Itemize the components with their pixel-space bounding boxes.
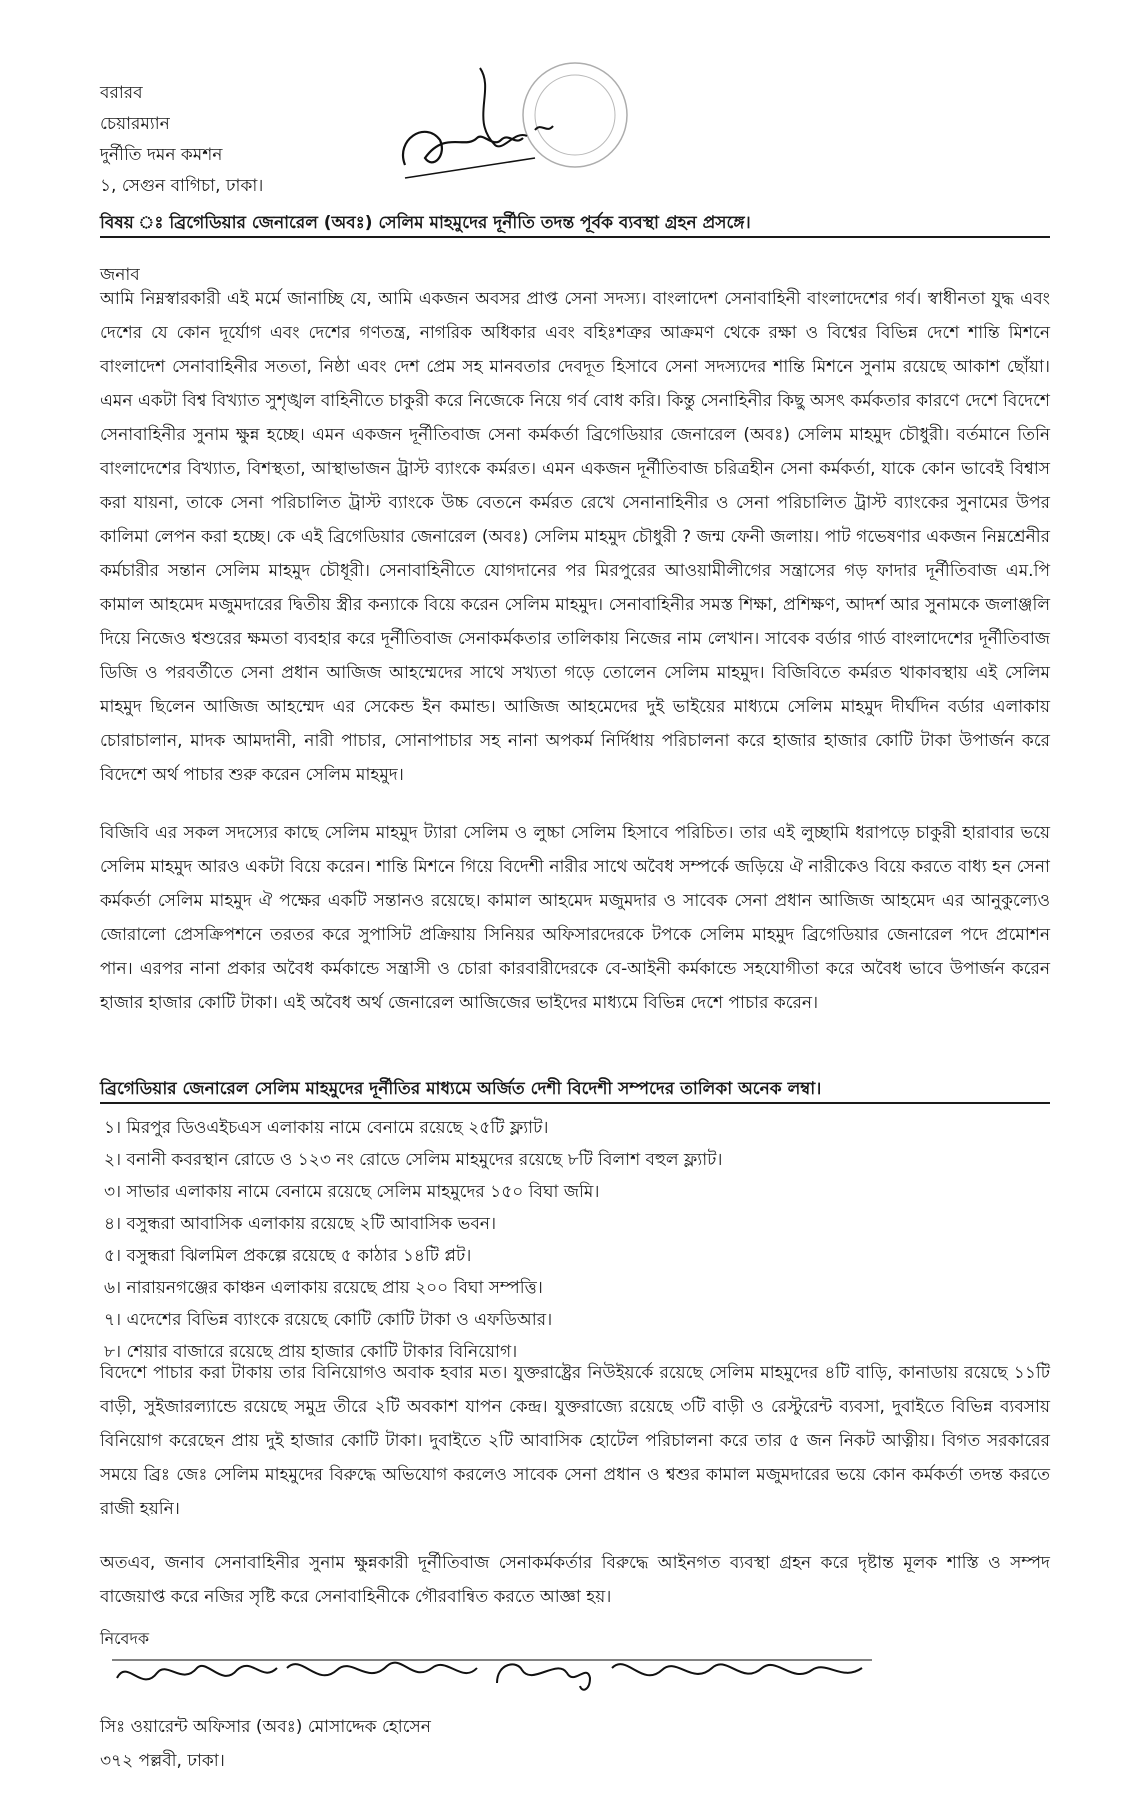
recipient-line-3: দুর্নীতি দমন কমশন	[100, 145, 223, 165]
body-paragraph-3: বিদেশে পাচার করা টাকায় তার বিনিয়োগও অবাক হবার মত। যুক্তরাষ্ট্রের নিউইয়র্কে রয়েছে সেলিম মাহমুদের ৪টি বাড়ি, কানাডায় রয়েছে ১১টি বাড়ী, সুইজারল্যান্ডে রয়েছে সমুদ্র তীরে ২টি অবকাশ যাপন কেন্দ্র। যুক্তরাজ্যে রয়েছে ৩টি বাড়ী ও রেস্টুরেন্ট ব্যবসা, দুবাইতে বিভিন্ন ব্যবসায় বিনিয়োগ করেছেন প্রায় দুই হাজার কোটি টাকা। দুবাইতে ২টি আবাসিক হোটেল পরিচালনা করে তার ৫ জন নিকট আত্নীয়। বিগত সরকারের সময়ে ব্রিঃ জেঃ সেলিম মাহমুদের বিরুদ্ধে অভিযোগ করলেও সাবেক সেনা প্রধান ও শ্বশুর কামাল মজুমদারের ভয়ে কোন কর্মকর্তা তদন্ত করতে রাজী হয়নি।	[100, 1363, 1050, 1519]
list-item: ১। মিরপুর ডিওএইচএস এলাকায় নামে বেনামে রয়েছে ২৫টি ফ্ল্যাট।	[104, 1118, 549, 1138]
list-item: ৪। বসুন্ধরা আবাসিক এলাকায় রয়েছে ২টি আবাসিক ভবন।	[104, 1214, 497, 1234]
signer-name: সিঃ ওয়ারেন্ট অফিসার (অবঃ) মোসাদ্দেক হোসেন	[100, 1717, 431, 1737]
assets-list	[104, 1112, 723, 1368]
recipient-address	[100, 78, 263, 202]
closing-word: নিবেদক	[100, 1629, 150, 1648]
assets-heading: ব্রিগেডিয়ার জেনারেল সেলিম মাহমুদের দূর্নীতির মাধ্যমে অর্জিত দেশী বিদেশী সম্পদের তালিকা অনেক লম্বা।	[100, 1078, 1050, 1104]
list-item: ৫। বসুন্ধরা ঝিলমিল প্রকল্পে রয়েছে ৫ কাঠার ১৪টি প্লট।	[104, 1246, 472, 1266]
salutation: জনাব	[100, 265, 140, 285]
body-paragraph-2: বিজিবি এর সকল সদস্যের কাছে সেলিম মাহমুদ ট্যারা সেলিম ও লুচ্চা সেলিম হিসাবে পরিচিত। তার এই লুচ্ছামি ধরাপড়ে চাকুরী হারাবার ভয়ে সেলিম মাহমুদ আরও একটা বিয়ে করেন। শান্তি মিশনে গিয়ে বিদেশী নারীর সাথে অবৈধ সম্পর্কে জড়িয়ে ঐ নারীকেও বিয়ে করতে বাধ্য হন সেনা কর্মকর্তা সেলিম মাহমুদ ঐ পক্ষের একটি সন্তানও রয়েছে। কামাল আহমেদ মজুমদার ও সাবেক সেনা প্রধান আজিজ আহমেদ এর আনুকুল্যেও জোরালো প্রেসক্রিপশনে তরতর করে সুপাসিট প্রক্রিয়ায় সিনিয়র অফিসারদেরকে টপকে সেলিম মাহমুদ ব্রিগেডিয়ার জেনারেল পদে প্রমোশন পান। এরপর নানা প্রকার অবৈধ কর্মকান্ডে সন্ত্রাসী ও চোরা কারবারীদেরকে বে-আইনী কর্মকান্ডে সহযোগীতা করে অবৈধ ভাবে উপার্জন করেন হাজার হাজার কোটি টাকা। এই অবৈধ অর্থ জেনারেল আজিজের ভাইদের মাধ্যমে বিভিন্ন দেশে পাচার করেন।	[100, 823, 1050, 1013]
list-item: ৬। নারায়নগঞ্জের কাঞ্চন এলাকায় রয়েছে প্রায় ২০০ বিঘা সম্পত্তি।	[104, 1278, 543, 1298]
handwritten-signature	[112, 1638, 872, 1708]
signer-address: ৩৭২ পল্লবী, ঢাকা।	[100, 1751, 225, 1771]
recipient-line-1: বরারব	[100, 83, 143, 103]
signer-block	[100, 1710, 431, 1778]
list-item: ২। বনানী কবরস্থান রোডে ও ১২৩ নং রোডে সেলিম মাহমুদের রয়েছে ৮টি বিলাশ বহুল ফ্ল্যাট।	[104, 1150, 723, 1170]
list-item: ৭। এদেশের বিভিন্ন ব্যাংকে রয়েছে কোটি কোটি টাকা ও এফডিআর।	[104, 1310, 553, 1330]
list-item: ৮। শেয়ার বাজারে রয়েছে প্রায় হাজার কোটি টাকার বিনিয়োগ।	[104, 1342, 518, 1362]
body-paragraph-1: আমি নিম্নস্বারকারী এই মর্মে জানাচ্ছি যে, আমি একজন অবসর প্রাপ্ত সেনা সদস্য। বাংলাদেশ সেনাবাহিনী বাংলাদেশের গর্ব। স্বাধীনতা যুদ্ধ এবং দেশের যে কোন দূর্যোগ এবং দেশের গণতন্ত্র, নাগরিক অধিকার এবং বহিঃশত্রুর আক্রমণ থেকে রক্ষা ও বিশ্বের বিভিন্ন দেশে শান্তি মিশনে বাংলাদেশ সেনাবাহিনীর সততা, নিষ্ঠা এবং দেশ প্রেম সহ মানবতার দেবদূত হিসাবে সেনা সদস্যদের শান্তি মিশনে সুনাম রয়েছে আকাশ ছোঁয়া। এমন একটা বিশ্ব বিখ্যাত সুশৃঙ্খল বাহিনীতে চাকুরী করে নিজেকে নিয়ে গর্ব বোধ করি। কিন্তু সেনাহিনীর কিছু অসৎ কর্মকতার কারণে দেশে বিদেশে সেনাবাহিনীর সুনাম ক্ষুন্ন হচ্ছে। এমন একজন দূর্নীতিবাজ সেনা কর্মকর্তা ব্রিগেডিয়ার জেনারেল (অবঃ) সেলিম মাহমুদ চৌধুরী। বর্তমানে তিনি বাংলাদেশের বিখ্যাত, বিশস্থতা, আস্থাভাজন ট্রাস্ট ব্যাংকে কর্মরত। এমন একজন দূর্নীতিবাজ চরিত্রহীন সেনা কর্মকর্তা, যাকে কোন ভাবেই বিশ্বাস করা যায়না, তাকে সেনা পরিচালিত ট্রাস্ট ব্যাংকে উচ্চ বেতনে কর্মরত রেখে সেনানাহিনীর ও সেনা পরিচালিত ট্রাস্ট ব্যাংকের সুনামের উপর কালিমা লেপন করা হচ্ছে। কে এই ব্রিগেডিয়ার জেনারেল (অবঃ) সেলিম মাহমুদ চৌধুরী ? জন্ম ফেনী জলায়। পাট গভেষণার একজন নিম্নশ্রেনীর কর্মচারীর সন্তান সেলিম মাহমুদ চৌধূরী। সেনাবাহিনীতে যোগদানের পর মিরপুরের আওয়ামীলীগের সন্ত্রাসের গড় ফাদার দূর্নীতিবাজ এম.পি কামাল আহমেদ মজুমদারের দ্বিতীয় স্ত্রীর কন্যাকে বিয়ে করেন সেলিম মাহমুদ। সেনাবাহিনীর সমস্ত শিক্ষা, প্রশিক্ষণ, আদর্শ আর সুনামকে জলাঞ্জলি দিয়ে নিজেও শ্বশুরের ক্ষমতা ব্যবহার করে দূর্নীতিবাজ সেনাকর্মকতার তালিকায় নিজের নাম লেখান। সাবেক বর্ডার গার্ড বাংলাদেশের দূর্নীতিবাজ ডিজি ও পরবর্তীতে সেনা প্রধান আজিজ আহম্মেদের সাথে সখ্যতা গড়ে তোলেন সেলিম মাহমুদ। বিজিবিতে কর্মরত থাকাবস্থায় এই সেলিম মাহমুদ ছিলেন আজিজ আহম্মেদ এর সেকেন্ড ইন কমান্ড। আজিজ আহমেদের দুই ভাইয়ের মাধ্যমে সেলিম মাহমুদ দীর্ঘদিন বর্ডার এলাকায় চোরাচালান, মাদক আমদানী, নারী পাচার, সোনাপাচার সহ নানা অপকর্ম নির্দিধায় পরিচালনা করে হাজার হাজার কোটি টাকা উপার্জন করে বিদেশে অর্থ পাচার শুরু করেন সেলিম মাহমুদ।	[100, 289, 1050, 785]
list-item: ৩। সাভার এলাকায় নামে বেনামে রয়েছে সেলিম মাহমুদের ১৫০ বিঘা জমি।	[104, 1182, 600, 1202]
received-stamp-signature	[385, 60, 655, 200]
recipient-line-4: ১, সেগুন বাগিচা, ঢাকা।	[100, 176, 264, 196]
recipient-line-2: চেয়ারম্যান	[100, 114, 170, 134]
subject-line: বিষয় ঃ ব্রিগেডিয়ার জেনারেল (অবঃ) সেলিম মাহমুদের দূর্নীতি তদন্ত পূর্বক ব্যবস্থা গ্রহন প্রসঙ্গে।	[100, 212, 1050, 238]
body-paragraph-4: অতএব, জনাব সেনাবাহিনীর সুনাম ক্ষুন্নকারী দূর্নীতিবাজ সেনাকর্মকর্তার বিরুদ্ধে আইনগত ব্যবস্থা গ্রহন করে দৃষ্টান্ত মূলক শাস্তি ও সম্পদ বাজেয়াপ্ত করে নজির সৃষ্টি করে সেনাবাহিনীকে গৌরবান্বিত করতে আজ্ঞা হয়।	[100, 1553, 1050, 1607]
